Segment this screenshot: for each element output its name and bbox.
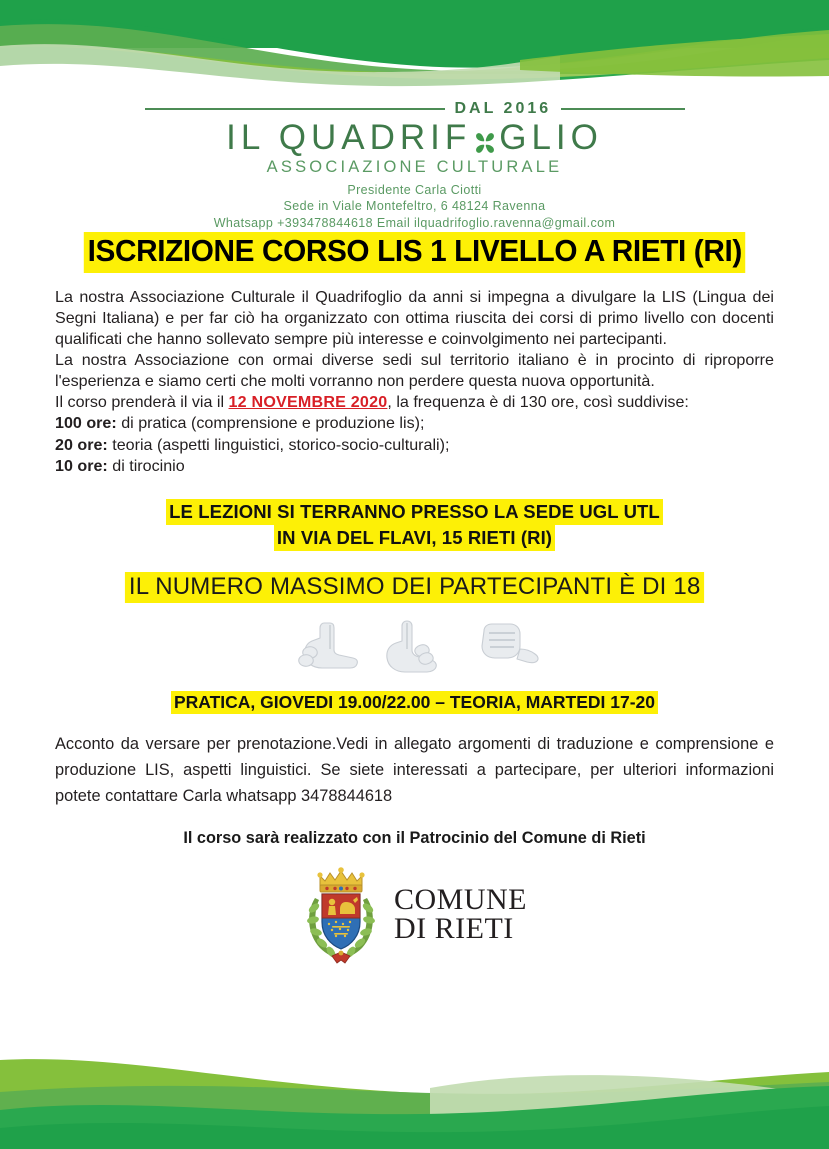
- hours-detail: di pratica (comprensione e produzione lis);: [116, 414, 425, 433]
- venue-banner: [0, 499, 829, 551]
- hours-breakdown: [55, 413, 774, 477]
- hours-row: [55, 413, 774, 434]
- organization-subtitle: ASSOCIAZIONE CULTURALE: [266, 157, 563, 176]
- max-participants-text: IL NUMERO MASSIMO DEI PARTECIPANTI È DI 18: [125, 572, 705, 603]
- venue-line-2: IN VIA DEL FLAVI, 15 RIETI (RI): [274, 525, 555, 551]
- since-row: [145, 100, 685, 118]
- patronage-line: Il corso sarà realizzato con il Patrocinio del Comune di Rieti: [183, 829, 646, 848]
- closing-paragraph: Acconto da versare per prenotazione.Vedi in allegato argomenti di traduzione e comprensione e produzione LIS, aspetti linguistici. Se siete interessati a partecipare, per ulteriori informazioni potete contattare Carla whatsapp 3478844618: [55, 735, 774, 805]
- hours-detail: di tirocinio: [107, 456, 185, 475]
- president-line: Presidente Carla Ciotti: [347, 182, 482, 197]
- since-label: DAL 2016: [454, 100, 552, 117]
- schedule-block: [0, 691, 829, 714]
- contact-line: Whatsapp +393478844618 Email ilquadrifoglio.ravenna@gmail.com: [213, 215, 616, 230]
- hand-letter-i-icon: [377, 617, 453, 677]
- max-participants-block: [0, 572, 829, 603]
- course-start-date: 12 NOVEMBRE 2020: [228, 393, 388, 412]
- comune-di-rieti-coat-of-arms-icon: [302, 864, 380, 966]
- rule-right: [561, 108, 684, 110]
- venue-row: [0, 525, 829, 551]
- hand-letter-s-icon: [464, 617, 540, 677]
- hand-letter-l-icon: [290, 617, 366, 677]
- top-wave-decoration: [0, 0, 829, 100]
- address-line: Sede in Viale Montefeltro, 6 48124 Ravenna: [283, 199, 546, 214]
- contact-block: [0, 182, 829, 232]
- course-start-line: [55, 392, 774, 413]
- course-start-suffix: , la frequenza è di 130 ore, così suddivise:: [387, 393, 689, 412]
- organization-name: [0, 120, 829, 157]
- hours-amount: 20 ore:: [55, 435, 108, 454]
- wordmark-line-1: COMUNE: [393, 883, 527, 917]
- comune-di-rieti-logo: [0, 864, 829, 966]
- four-leaf-clover-icon: [472, 127, 498, 153]
- paragraph-experience: La nostra Associazione con ormai diverse sedi sul territorio italiano è in procinto di riproporre l'esperienza e siamo certi che molti vorranno non perdere questa nuova opportunità.: [55, 350, 774, 391]
- wordmark-line-2: DI RIETI: [393, 912, 514, 946]
- hours-row: [55, 456, 774, 477]
- rule-left: [145, 108, 445, 110]
- poster-content: [0, 232, 829, 966]
- bottom-wave-decoration: [0, 1030, 829, 1149]
- page-title: ISCRIZIONE CORSO LIS 1 LIVELLO A RIETI (RI): [84, 232, 746, 273]
- title-wrap: [0, 232, 829, 273]
- brand-text-part1: IL QUADRIF: [226, 118, 472, 157]
- paragraph-intro: La nostra Associazione Culturale il Quadrifoglio da anni si impegna a divulgare la LIS (Lingua dei Segni Italiana) e per far ciò ha organizzato con ottima riuscita dei corsi di primo livello con docenti qualificati che hanno sollevato sempre più interesse e coinvolgimento nei partecipanti.: [55, 287, 774, 348]
- lis-fingerspelling-hands-image: [290, 615, 540, 677]
- venue-line-1: LE LEZIONI SI TERRANNO PRESSO LA SEDE UGL UTL: [166, 499, 663, 525]
- course-start-prefix: Il corso prenderà il via il: [55, 393, 229, 412]
- brand-text-part2: GLIO: [499, 118, 603, 157]
- hours-detail: teoria (aspetti linguistici, storico-socio-culturali);: [107, 435, 450, 454]
- schedule-text: PRATICA, GIOVEDI 19.00/22.00 – TEORIA, MARTEDI 17-20: [171, 691, 658, 714]
- comune-di-rieti-wordmark: [393, 883, 527, 946]
- hours-amount: 100 ore:: [55, 414, 117, 433]
- hours-amount: 10 ore:: [55, 456, 108, 475]
- letterhead: [0, 100, 829, 241]
- venue-row: [0, 499, 829, 525]
- hours-row: [55, 435, 774, 456]
